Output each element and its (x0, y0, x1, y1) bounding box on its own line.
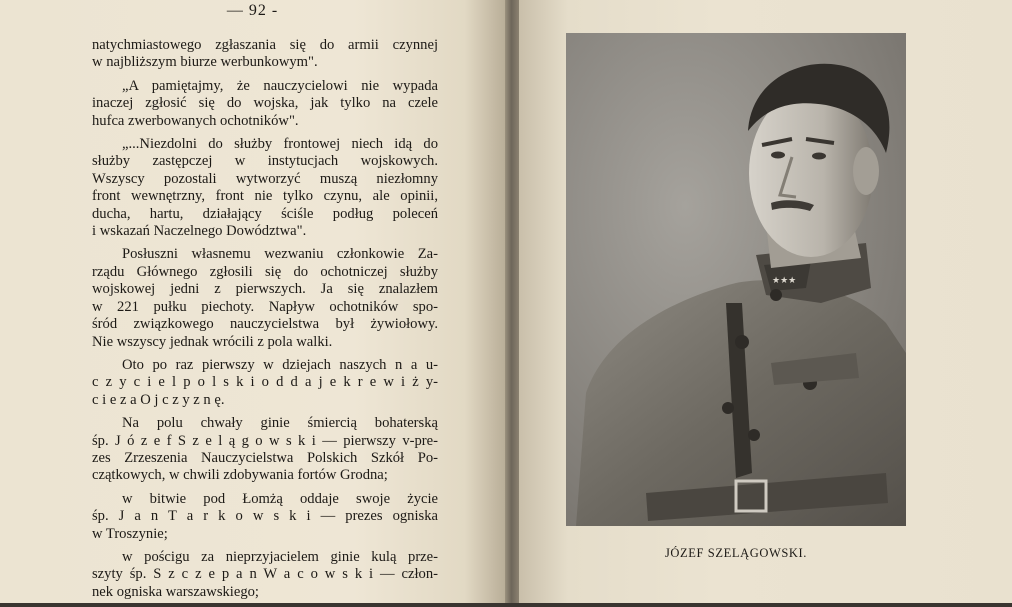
text-line: Posłuszni własnemu wezwaniu członkowie Za- (122, 246, 438, 263)
svg-text:★★★: ★★★ (772, 276, 797, 286)
text-line: ducha, hartu, działający ściśle podług poleceń (92, 205, 438, 222)
paragraph-8 (92, 549, 438, 601)
body-text (92, 37, 438, 607)
text-line: front wewnętrzny, front nie tylko czynu, ale opinii, (92, 188, 438, 205)
photo-caption: JÓZEF SZELĄGOWSKI. (664, 546, 808, 560)
book-gutter (505, 0, 519, 603)
paragraph-4 (92, 246, 438, 350)
paragraph-7 (92, 491, 438, 543)
paragraph-2 (92, 78, 438, 130)
text-line: Nie wszyscy jednak wrócili z pola walki. (92, 333, 333, 350)
text-line: Wszyscy pozostali wytworzyć muszą niezłomny (92, 170, 438, 187)
text-line: śród związkowego nauczycielstwa był żywiołowy. (92, 316, 438, 333)
text-line: śp. J a n T a r k o w s k i — prezes ogniska (92, 508, 438, 525)
text-line: służby zastępczej w instytucjach wojskowych. (92, 153, 438, 170)
text-line: c i e z a O j c z y z n ę. (92, 391, 225, 408)
text-line: w Troszynie; (92, 525, 168, 542)
text-line: w najbliższym biurze werbunkowym". (92, 54, 318, 71)
text-line: i wskazań Naczelnego Dowództwa". (92, 223, 307, 240)
page-number: — 92 - (226, 2, 279, 19)
text-line: w pościgu za nieprzyjacielem ginie kulą prze- (122, 548, 438, 565)
paragraph-1 (92, 37, 438, 72)
portrait-illustration (566, 33, 906, 526)
text-line: „...Niezdolni do służby frontowej niech idą do (122, 136, 438, 153)
text-line: wojskowej jedni z pierwszych. Ja się znalazłem (92, 281, 438, 298)
text-line: nek ogniska warszawskiego; (92, 583, 259, 600)
paragraph-6 (92, 415, 438, 485)
text-line: śp. J ó z e f S z e l ą g o w s k i — pierwszy v-pre- (92, 432, 438, 449)
text-line: „A pamiętajmy, że nauczycielowi nie wypada (122, 77, 438, 94)
right-page (519, 0, 1012, 603)
text-line: natychmiastowego zgłaszania się do armii czynnej (92, 37, 438, 53)
paragraph-3 (92, 136, 438, 240)
text-line: w 221 pułku piechoty. Napływ ochotników spo- (92, 298, 438, 315)
portrait-photo (566, 33, 906, 526)
text-line: Oto po raz pierwszy w dziejach naszych n a u- (122, 356, 438, 373)
text-line: c z y c i e l p o l s k i o d d a j e k r e w i ż y- (92, 374, 438, 391)
text-line: Na polu chwały ginie śmiercią bohaterską (122, 415, 438, 432)
text-line: rządu Głównego zgłosili się do ochotniczej służby (92, 263, 438, 280)
text-line: inaczej zgłosić się do wojska, jak tylko na czele (92, 95, 438, 112)
text-line: hufca zwerbowanych ochotników". (92, 112, 299, 129)
text-line: w bitwie pod Łomżą oddaje swoje życie (122, 490, 438, 507)
left-page (0, 0, 505, 603)
paragraph-5 (92, 357, 438, 409)
text-line: czątkowych, w chwili zdobywania fortów Grodna; (92, 467, 388, 484)
text-line: zes Zrzeszenia Nauczycielstwa Polskich Szkół Po- (92, 449, 438, 466)
text-line: szyty śp. S z c z e p a n W a c o w s k i — człon- (92, 566, 438, 583)
